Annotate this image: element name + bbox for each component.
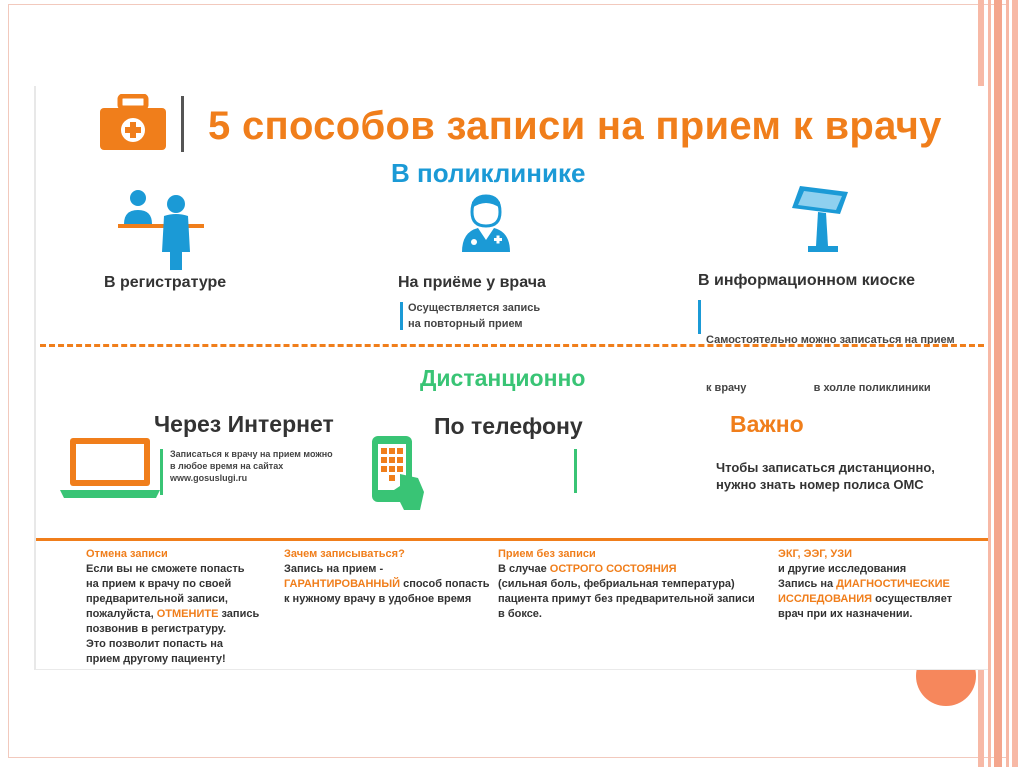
column-title: Прием без записи <box>498 548 596 560</box>
way-kiosk-label: В информационном киоске <box>698 272 915 289</box>
laptop-icon <box>60 436 160 500</box>
important-text: Чтобы записаться дистанционно, нужно знать номер полиса ОМС <box>716 460 935 492</box>
cancel-column: Отмена записи Если вы не сможете попасть на прием к врачу по своей предварительной записи, пожалуйста, ОТМЕНИТЕ запись позвонив в регистратуру. Это позволит попасть на прием другому пациенту! <box>86 548 260 665</box>
why-book-column: Зачем записываться? Запись на прием - ГАРАНТИРОВАННЫЙ способ попасть к нужному врачу в удобное время <box>284 548 490 605</box>
way-doctor-label: На приёме у врача <box>398 274 546 291</box>
note-bar <box>400 302 403 330</box>
section-divider <box>40 344 984 347</box>
important-title: Важно <box>730 411 804 437</box>
clinic-heading: В поликлинике <box>391 158 586 188</box>
way-registry-label: В регистратуре <box>104 274 227 291</box>
way-internet-label: Через Интернет <box>154 411 334 437</box>
bottom-divider <box>36 538 988 541</box>
phone-icon <box>370 434 426 512</box>
kiosk-icon <box>790 184 850 256</box>
poster <box>34 86 988 670</box>
walk-in-column: Прием без записи В случае ОСТРОГО СОСТОЯНИЯ (сильная боль, фебриальная температура) пациента примут без предварительной записи в боксе. <box>498 548 755 620</box>
note-bar <box>574 449 577 493</box>
note-bar <box>698 300 701 334</box>
title-separator <box>181 96 184 152</box>
column-title: Зачем записываться? <box>284 548 405 560</box>
column-title: Отмена записи <box>86 548 168 560</box>
column-title: ЭКГ, ЭЭГ, УЗИ <box>778 548 853 560</box>
way-phone-label: По телефону <box>434 413 583 439</box>
diagnostics-column: ЭКГ, ЭЭГ, УЗИ и другие исследования Запись на ДИАГНОСТИЧЕСКИЕ ИССЛЕДОВАНИЯ осуществляет врач при их назначении. <box>778 548 953 620</box>
way-kiosk-note: Самостоятельно можно записаться на прием к врачу в холле поликлиники <box>706 334 955 394</box>
reception-desk-icon <box>118 186 204 272</box>
page-title: 5 способов записи на прием к врачу <box>208 104 942 148</box>
remote-heading: Дистанционно <box>420 365 586 391</box>
way-internet-note: Записаться к врачу на прием можно в любое время на сайтах www.gosuslugi.ru <box>170 449 333 483</box>
way-doctor-note: Осуществляется запись на повторный прием <box>408 302 541 330</box>
note-bar <box>160 449 163 495</box>
medical-case-icon <box>98 94 168 152</box>
doctor-icon <box>458 194 514 254</box>
